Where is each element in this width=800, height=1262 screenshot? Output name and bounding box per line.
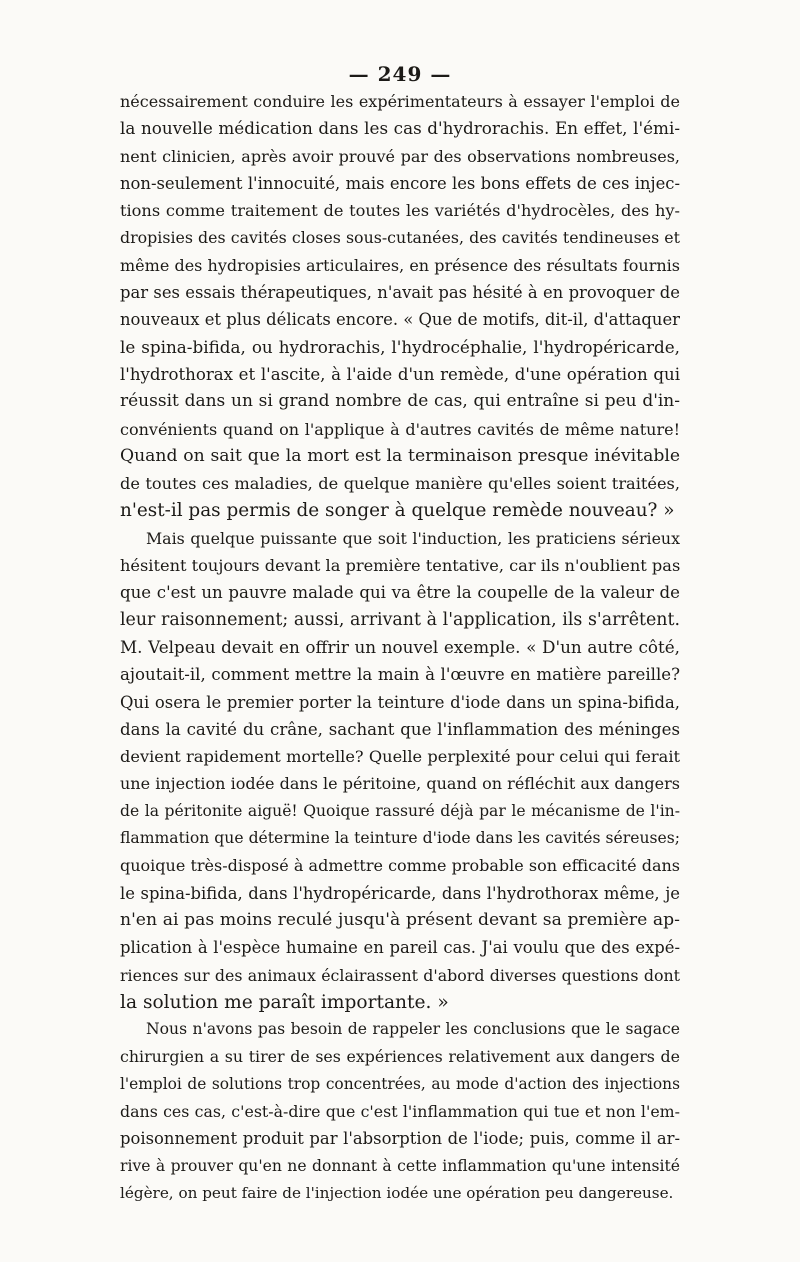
text-line: même des hydropisies articulaires, en présence des résultats fournis: [120, 255, 680, 275]
text-line: une injection iodée dans le péritoine, quand on réfléchit aux dangers: [120, 774, 680, 794]
text-line: riences sur des animaux éclairassent d'abord diverses questions dont: [120, 965, 680, 985]
paragraph: [120, 88, 680, 525]
text-line: par ses essais thérapeutiques, n'avait pas hésité à en provoquer de: [120, 283, 680, 303]
text-line: le spina-bifida, dans l'hydropéricarde, dans l'hydrothorax même, je: [120, 883, 680, 903]
text-line: flammation que détermine la teinture d'iode dans les cavités séreuses;: [120, 829, 680, 848]
text-line: rive à prouver qu'en ne donnant à cette inflammation qu'une intensité: [120, 1156, 680, 1175]
text-line: légère, on peut faire de l'injection iodée une opération peu dangereuse.: [120, 1183, 674, 1202]
text-line: non-seulement l'innocuité, mais encore les bons effets de ces injec-: [120, 173, 680, 193]
text-line: Quand on sait que la mort est la terminaison presque inévitable: [120, 445, 680, 466]
text-line: l'hydrothorax et l'ascite, à l'aide d'un remède, d'une opération qui: [120, 364, 680, 384]
text-line: nent clinicien, après avoir prouvé par des observations nombreuses,: [120, 146, 680, 166]
text-line: nouveaux et plus délicats encore. « Que de motifs, dit-il, d'attaquer: [120, 310, 680, 330]
text-line: poisonnement produit par l'absorption de l'iode; puis, comme il ar-: [120, 1129, 680, 1149]
paragraph: [120, 525, 680, 1016]
text-line: la solution me paraît importante. »: [120, 991, 449, 1013]
paragraph: [120, 1016, 680, 1207]
text-line: plication à l'espèce humaine en pareil cas. J'ai voulu que des expé-: [120, 938, 680, 958]
text-line: chirurgien a su tirer de ses expériences relativement aux dangers de: [120, 1047, 680, 1067]
text-line: leur raisonnement; aussi, arrivant à l'application, ils s'arrêtent.: [120, 609, 680, 630]
text-line: l'emploi de solutions trop concentrées, au mode d'action des injections: [120, 1074, 680, 1093]
text-line: la nouvelle médication dans les cas d'hydrorachis. En effet, l'émi-: [120, 118, 680, 139]
text-line: dropisies des cavités closes sous-cutanées, des cavités tendineuses et: [120, 228, 680, 248]
text-line: de toutes ces maladies, de quelque manière qu'elles soient traitées,: [120, 474, 680, 494]
text-line: dans ces cas, c'est-à-dire que c'est l'inflammation qui tue et non l'em-: [120, 1101, 680, 1121]
text-line: devient rapidement mortelle? Quelle perplexité pour celui qui ferait: [120, 747, 680, 767]
text-line: M. Velpeau devait en offrir un nouvel exemple. « D'un autre côté,: [120, 636, 680, 657]
text-line: Nous n'avons pas besoin de rappeler les conclusions que le sagace: [146, 1020, 680, 1039]
text-line: de la péritonite aiguë! Quoique rassuré déjà par le mécanisme de l'in-: [120, 801, 680, 820]
text-line: n'en ai pas moins reculé jusqu'à présent devant sa première ap-: [120, 909, 680, 930]
text-line: tions comme traitement de toutes les variétés d'hydrocèles, des hy-: [120, 201, 680, 221]
text-line: que c'est un pauvre malade qui va être la coupelle de la valeur de: [120, 583, 680, 603]
text-line: convénients quand on l'applique à d'autres cavités de même nature!: [120, 419, 680, 439]
text-line: ajoutait-il, comment mettre la main à l'œuvre en matière pareille?: [120, 665, 680, 685]
text-line: réussit dans un si grand nombre de cas, qui entraîne si peu d'in-: [120, 391, 680, 412]
page-number: — 249 —: [348, 62, 452, 86]
text-line: quoique très-disposé à admettre comme probable son efficacité dans: [120, 856, 680, 876]
text-line: Mais quelque puissante que soit l'induction, les praticiens sérieux: [146, 528, 680, 548]
text-line: nécessairement conduire les expérimentateurs à essayer l'emploi de: [120, 92, 680, 111]
text-line: n'est-il pas permis de songer à quelque remède nouveau? »: [120, 500, 675, 522]
text-line: hésitent toujours devant la première tentative, car ils n'oublient pas: [120, 556, 681, 576]
body-text: [120, 88, 680, 1207]
text-line: dans la cavité du crâne, sachant que l'inflammation des méninges: [120, 719, 680, 739]
text-line: Qui osera le premier porter la teinture d'iode dans un spina-bifida,: [120, 692, 680, 712]
text-line: le spina-bifida, ou hydrorachis, l'hydrocéphalie, l'hydropéricarde,: [120, 336, 680, 357]
